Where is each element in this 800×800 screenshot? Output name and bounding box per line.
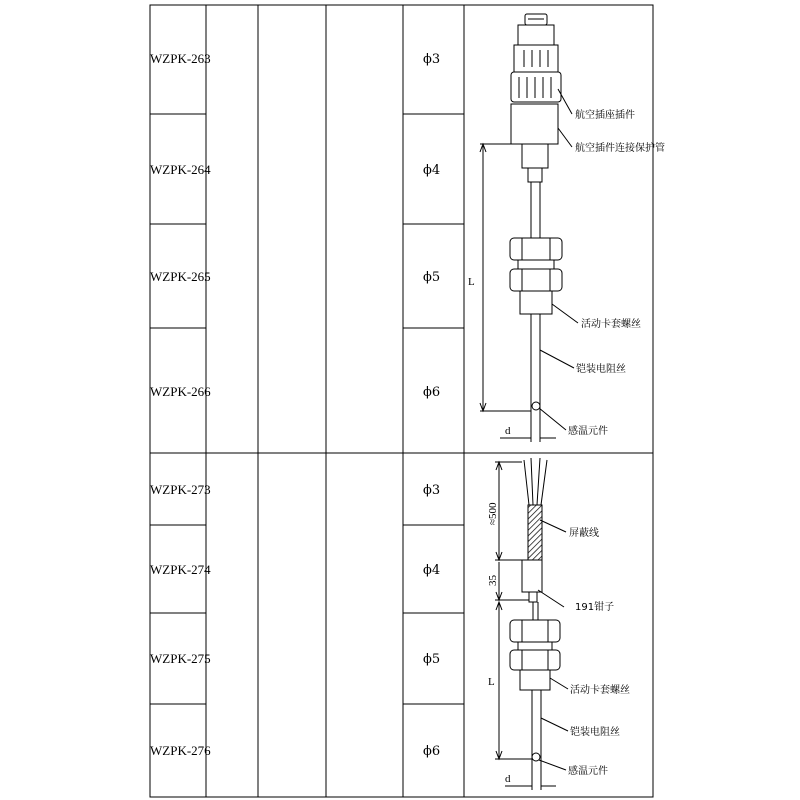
model-cell: WZPK-274 [150, 562, 211, 577]
label-sensor: 感温元件 [568, 766, 608, 777]
sensor-tip [532, 753, 540, 761]
drawing1-labels [468, 108, 665, 437]
label-ferrule: 活动卡套螺丝 [581, 319, 641, 330]
label-connector-sleeve: 航空插件连接保护管 [575, 143, 665, 154]
transition-tube [522, 560, 542, 592]
diameter-cell: ϕ3 [423, 483, 441, 498]
sensor-tip [532, 402, 540, 410]
connector-body [518, 25, 554, 45]
dim-length: L [488, 676, 495, 688]
model-cell: WZPK-264 [150, 162, 211, 177]
diameter-cell: ϕ6 [423, 744, 441, 759]
model-cell: WZPK-266 [150, 384, 211, 399]
model-cell: WZPK-263 [150, 51, 211, 66]
connector-sleeve [511, 104, 558, 144]
diameter-cell: ϕ5 [423, 652, 441, 667]
diameter-column [423, 52, 440, 759]
diameter-cell: ϕ4 [423, 163, 441, 178]
label-sheath: 铠装电阻丝 [576, 364, 626, 375]
diameter-cell: ϕ6 [423, 385, 441, 400]
drawing-connector-type [510, 14, 562, 437]
diameter-cell: ϕ3 [423, 52, 441, 67]
model-column [150, 51, 211, 758]
label-shield: 屏蔽线 [569, 528, 599, 539]
hex-nut [510, 238, 562, 260]
dim-d: d [505, 773, 511, 785]
dim-500: ≈500 [487, 502, 499, 525]
model-cell: WZPK-275 [150, 651, 211, 666]
drawing-leadwire-type [510, 458, 560, 780]
dim-length: L [468, 276, 475, 288]
hex-nut [510, 620, 560, 642]
model-cell: WZPK-273 [150, 482, 211, 497]
label-sheath: 铠装电阻丝 [570, 727, 620, 738]
label-connector: 航空插座插件 [575, 110, 635, 121]
dim-d: d [505, 425, 511, 437]
ferrule [520, 670, 550, 690]
shielded-cable [528, 505, 542, 560]
table-grid [150, 5, 653, 797]
model-cell: WZPK-265 [150, 269, 211, 284]
label-tube: 191钳子 [575, 602, 615, 613]
dim-35: 35 [487, 575, 499, 586]
drawing2-labels [487, 502, 630, 785]
ferrule [520, 291, 552, 314]
diameter-cell: ϕ5 [423, 270, 441, 285]
model-cell: WZPK-276 [150, 743, 211, 758]
diameter-cell: ϕ4 [423, 563, 441, 578]
label-ferrule: 活动卡套螺丝 [570, 685, 630, 696]
label-sensor: 感温元件 [568, 426, 608, 437]
